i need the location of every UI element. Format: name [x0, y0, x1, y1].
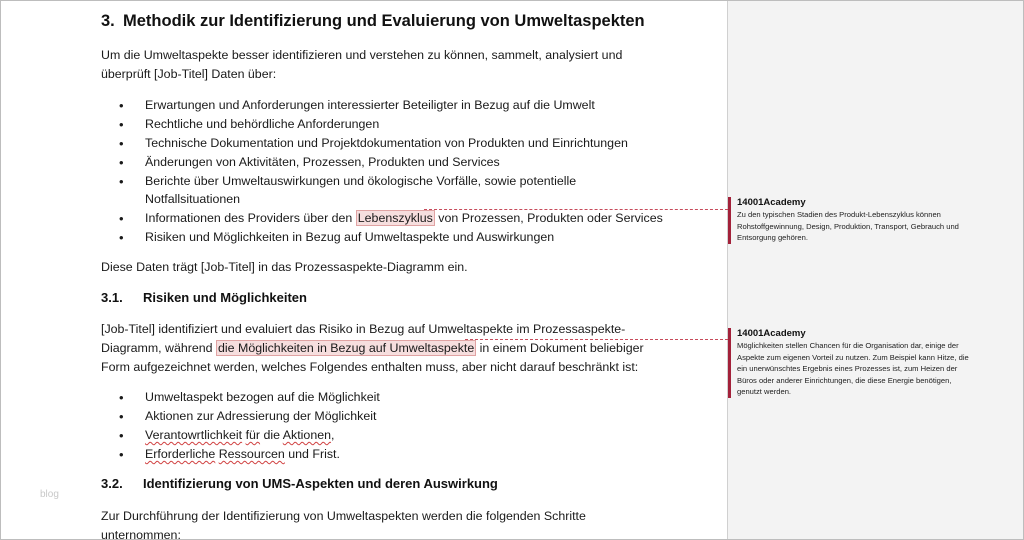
section-3-1-para-line-2: [101, 340, 644, 356]
section-3-1-heading: [101, 290, 307, 305]
list-item-text: ,: [331, 428, 335, 442]
comment-connector-line: [424, 209, 728, 210]
comment-body: Entsorgung gehören.: [737, 233, 808, 243]
section-3-2-para-line-1: Zur Durchführung der Identifizierung von Umweltaspekten werden die folgenden Schritte: [101, 509, 586, 523]
comment-body: genutzt werden.: [737, 387, 792, 397]
section-3-2-number: 3.2.: [101, 476, 123, 491]
comment-body: Möglichkeiten stellen Chancen für die Organisation dar, einige der: [737, 341, 959, 350]
list-item: • Aktionen zur Adressierung der Möglichkeit: [119, 407, 380, 426]
comment-connector-line: [465, 339, 728, 340]
list-item: • Erwartungen und Anforderungen interessierter Beteiligter in Bezug auf die Umwelt: [119, 96, 628, 115]
section-3-closing: Diese Daten trägt [Job-Titel] in das Prozessaspekte-Diagramm ein.: [101, 260, 468, 274]
section-3-1-number: 3.1.: [101, 290, 123, 305]
section-3-1-bullet-list: [119, 388, 380, 464]
spelling-error-word[interactable]: Erforderliche: [145, 447, 216, 461]
list-item: • Risiken und Möglichkeiten in Bezug auf Umweltaspekte und Auswirkungen: [119, 228, 663, 247]
provider-text-after: von Prozessen, Produkten oder Services: [434, 211, 663, 225]
list-item-text: die: [260, 428, 283, 442]
spelling-error-word[interactable]: Aktionen: [282, 428, 332, 442]
section-3-2-heading: [101, 476, 498, 491]
list-item: [119, 209, 663, 228]
list-item: [119, 445, 380, 464]
comment-author: 14001Academy: [737, 328, 806, 339]
section-3-bullet-list: [119, 96, 628, 191]
comment-body: Aspekte zum eigenen Vorteil zu nutzen. Zum Beispiel kann Hitze, die: [737, 352, 969, 362]
document-page: [1, 1, 727, 539]
section-3-intro-line-1: Um die Umweltaspekte besser identifizieren und verstehen zu können, sammelt, analysiert und: [101, 48, 623, 62]
section-3-number: 3.: [101, 12, 115, 30]
section-3-2-para-line-2: unternommen:: [101, 528, 181, 540]
para-text-after: in einem Dokument beliebiger: [476, 341, 644, 355]
comment-balloon[interactable]: [728, 197, 999, 244]
section-3-1-title: Risiken und Möglichkeiten: [143, 290, 307, 305]
section-3-2-title: Identifizierung von UMS-Aspekten und deren Auswirkung: [143, 476, 498, 491]
para-text-before: Diagramm, während: [101, 341, 217, 355]
comment-body: ein unerwünschtes Ergebnis eines Prozesses ist, zum Heizen der: [737, 364, 958, 374]
section-3-heading: [101, 12, 645, 31]
comment-anchor-moeglichkeiten[interactable]: die Möglichkeiten in Bezug auf Umweltaspekte: [218, 341, 475, 355]
provider-text-before: Informationen des Providers über den: [145, 211, 356, 225]
spelling-error-word[interactable]: Ressourcen: [218, 447, 285, 461]
comment-body: Büros oder anderer Einrichtungen, die diese Energie benötigen,: [737, 375, 952, 385]
section-3-1-para-line-1: [Job-Titel] identifiziert und evaluiert das Risiko in Bezug auf Umweltaspekte im Prozessaspekte-: [101, 322, 626, 336]
comment-author: 14001Academy: [737, 197, 806, 208]
list-item: • Rechtliche und behördliche Anforderungen: [119, 115, 628, 134]
section-3-title: Methodik zur Identifizierung und Evaluierung von Umweltaspekten: [123, 12, 645, 30]
comment-anchor-lebenszyklus[interactable]: Lebenszyklus: [357, 211, 433, 225]
comment-body: Rohstoffgewinnung, Design, Produktion, Transport, Gebrauch und: [737, 221, 959, 231]
list-item: [119, 426, 380, 445]
list-item-continuation: Notfallsituationen: [145, 192, 241, 206]
spelling-error-word[interactable]: für: [245, 428, 261, 442]
section-3-bullet-list-cont: [119, 209, 663, 247]
comment-balloon[interactable]: [728, 328, 999, 398]
list-item: • Umweltaspekt bezogen auf die Möglichkeit: [119, 388, 380, 407]
comment-body: Zu den typischen Stadien des Produkt-Lebenszyklus können: [737, 210, 941, 219]
spelling-error-word[interactable]: Verantowrtlichkeit: [145, 428, 243, 442]
list-item: • Technische Dokumentation und Projektdokumentation von Produkten und Einrichtungen: [119, 134, 628, 153]
list-item-text: und Frist.: [284, 447, 340, 461]
list-item: • Änderungen von Aktivitäten, Prozessen, Produkten und Services: [119, 153, 628, 172]
watermark: blog: [40, 489, 59, 500]
list-item: • Berichte über Umweltauswirkungen und ökologische Vorfälle, sowie potentielle: [119, 172, 628, 191]
section-3-1-para-line-3: Form aufgezeichnet werden, welches Folgendes enthalten muss, aber nicht darauf beschränkt ist:: [101, 360, 639, 374]
comments-pane: [727, 1, 1024, 539]
section-3-intro-line-2: überprüft [Job-Titel] Daten über:: [101, 67, 277, 81]
